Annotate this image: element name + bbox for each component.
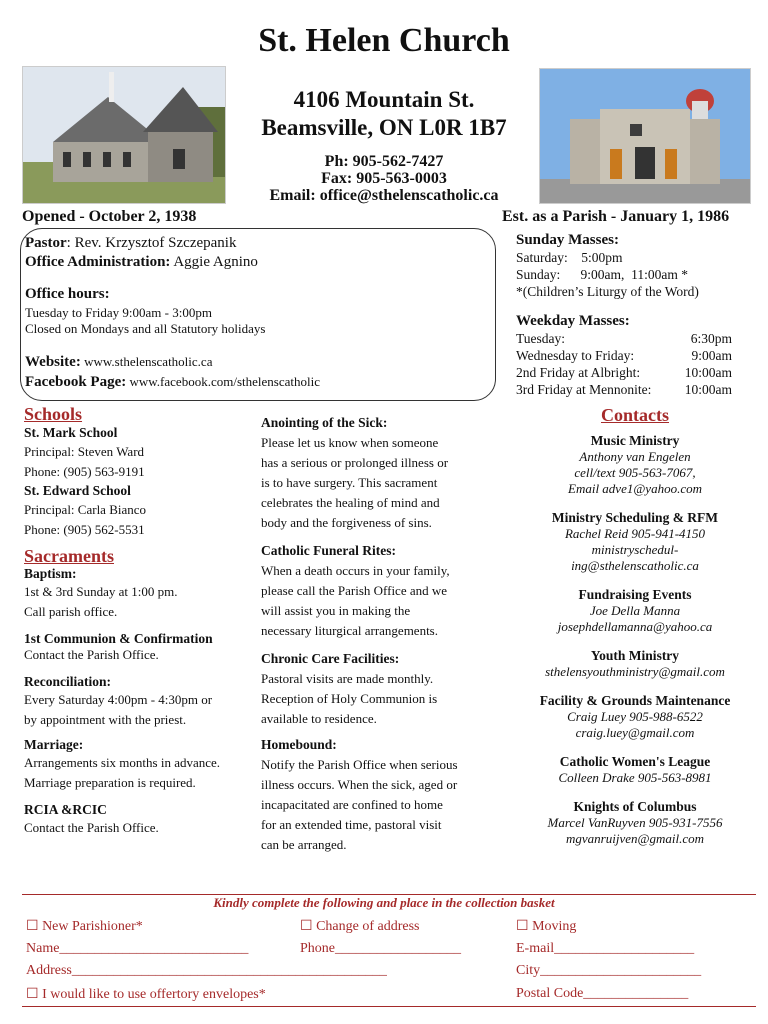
checkbox-icon[interactable]: ☐ [516, 919, 529, 934]
admin-name: Aggie Agnino [170, 254, 258, 270]
moving-label: Moving [528, 919, 577, 934]
communion-heading: 1st Communion & Confirmation [24, 631, 213, 646]
sacraments-title: Sacraments [24, 546, 114, 566]
school-name: St. Edward School [24, 483, 131, 498]
funeral-heading: Catholic Funeral Rites: [261, 543, 396, 558]
weekday-day: Wednesday to Friday: [516, 348, 635, 363]
weekday-title: Weekday Masses: [516, 313, 630, 329]
anointing-text: Please let us know when someone [261, 435, 439, 450]
contact-group [510, 692, 760, 741]
moving-option[interactable] [516, 918, 576, 935]
weekday-time: 10:00am [684, 382, 732, 397]
school-phone: Phone: (905) 562-5531 [24, 522, 145, 537]
contact-detail: sthelensyouthministry@gmail.com [545, 664, 725, 679]
phone-field[interactable]: Phone__________________ [300, 941, 461, 956]
marriage-text: Arrangements six months in advance. [24, 755, 221, 770]
contact-detail: Rachel Reid 905-941-4150 [564, 526, 706, 541]
new-parishioner-label: New Parishioner* [38, 919, 143, 934]
established-date: Est. as a Parish - January 1, 1986 [502, 208, 730, 225]
checkbox-icon[interactable]: ☐ [26, 919, 39, 934]
email-field[interactable]: E-mail____________________ [516, 941, 695, 956]
postal-code-field[interactable]: Postal Code_______________ [516, 986, 689, 1001]
anointing-text: body and the forgiveness of sins. [261, 515, 432, 530]
sunday-time: Sunday: 9:00am, 11:00am * [516, 267, 688, 282]
contact-group-name: Music Ministry [590, 433, 680, 448]
city-field[interactable]: City_______________________ [516, 963, 702, 978]
marriage-text: Marriage preparation is required. [24, 775, 196, 790]
contact-detail: josephdellamanna@yahoo.ca [557, 619, 713, 634]
website-link[interactable]: www.sthelenscatholic.ca [80, 354, 213, 369]
form-instruction: Kindly complete the following and place in the collection basket [213, 895, 555, 910]
pastor-name: : Rev. Krzysztof Szczepanik [66, 235, 237, 251]
saturday-time: Saturday: 5:00pm [516, 250, 623, 265]
fax: Fax: 905-563-0003 [321, 170, 447, 187]
contact-detail: Craig Luey 905-988-6522 [567, 709, 703, 724]
opened-date: Opened - October 2, 1938 [22, 208, 197, 225]
name-field[interactable]: Name___________________________ [26, 941, 249, 956]
baptism-text: 1st & 3rd Sunday at 1:00 pm. [24, 584, 178, 599]
weekday-row [516, 347, 732, 364]
website-label: Website: [25, 354, 81, 370]
facebook-link[interactable]: www.facebook.com/sthelenscatholic [126, 374, 320, 389]
anointing-text: has a serious or prolonged illness or [261, 455, 449, 470]
contact-group [510, 432, 760, 497]
chronic-heading: Chronic Care Facilities: [261, 651, 400, 666]
contact-group-name: Youth Ministry [590, 648, 680, 663]
contact-detail: cell/text 905-563-7067, [574, 465, 696, 480]
anointing-heading: Anointing of the Sick: [261, 415, 388, 430]
church-photo-right [539, 68, 751, 204]
contact-detail: Marcel VanRuyven 905-931-7556 [547, 815, 723, 830]
contact-detail: craig.luey@gmail.com [575, 725, 695, 740]
change-address-label: Change of address [312, 919, 420, 934]
chronic-text: Reception of Holy Communion is [261, 691, 438, 706]
facebook-label: Facebook Page: [25, 374, 127, 390]
admin-label: Office Administration: [25, 254, 171, 270]
contact-detail: Joe Della Manna [589, 603, 681, 618]
communion-text: Contact the Parish Office. [24, 647, 159, 662]
contact-group-name: Knights of Columbus [573, 799, 697, 814]
contacts-column [510, 405, 760, 859]
anointing-text: celebrates the healing of mind and [261, 495, 440, 510]
rcia-text: Contact the Parish Office. [24, 820, 159, 835]
weekday-row [516, 381, 732, 398]
middle-column [261, 413, 501, 855]
checkbox-icon[interactable]: ☐ [26, 987, 39, 1002]
envelopes-label: I would like to use offertory envelopes* [38, 987, 266, 1002]
weekday-row [516, 330, 732, 347]
envelopes-option[interactable] [26, 986, 266, 1003]
rcia-heading: RCIA &RCIC [24, 802, 107, 817]
pastor-label: Pastor [25, 235, 67, 251]
email[interactable]: Email: office@sthelenscatholic.ca [269, 187, 499, 204]
weekday-time: 9:00am [691, 348, 732, 363]
weekday-row [516, 364, 732, 381]
contact-group-name: Catholic Women's League [559, 754, 711, 769]
city: Beamsville, ON L0R 1B7 [261, 115, 507, 140]
left-column [24, 404, 254, 837]
homebound-text: Notify the Parish Office when serious [261, 757, 458, 772]
office-hours-1: Tuesday to Friday 9:00am - 3:00pm [25, 305, 212, 320]
weekday-day: Tuesday: [516, 331, 566, 346]
page-title: St. Helen Church [258, 22, 510, 59]
school-principal: Principal: Carla Bianco [24, 502, 147, 517]
homebound-text: for an extended time, pastoral visit [261, 817, 442, 832]
contact-detail: mgvanruijven@gmail.com [566, 831, 704, 846]
contact-group [510, 647, 760, 680]
weekday-masses [516, 313, 732, 398]
contact-group [510, 798, 760, 847]
sunday-masses [516, 232, 738, 300]
contact-group-name: Facility & Grounds Maintenance [539, 693, 731, 708]
contact-detail: ing@sthelenscatholic.ca [571, 558, 699, 573]
school-principal: Principal: Steven Ward [24, 444, 145, 459]
contact-detail: Colleen Drake 905-563-8981 [558, 770, 712, 785]
contact-groups [510, 432, 760, 847]
address-block [220, 86, 548, 142]
form-bottom-rule [22, 1006, 756, 1007]
contact-group [510, 586, 760, 635]
anointing-text: is to have surgery. This sacrament [261, 475, 438, 490]
new-parishioner-option[interactable] [26, 918, 143, 935]
funeral-text: When a death occurs in your family, [261, 563, 450, 578]
change-address-option[interactable] [300, 918, 419, 935]
address-field[interactable]: Address_____________________________________________ [26, 963, 387, 978]
funeral-text: please call the Parish Office and we [261, 583, 448, 598]
schools-title: Schools [24, 404, 83, 424]
school-phone: Phone: (905) 563-9191 [24, 464, 145, 479]
weekday-day: 2nd Friday at Albright: [516, 365, 641, 380]
contacts-title: Contacts [601, 405, 669, 425]
funeral-text: necessary liturgical arrangements. [261, 623, 438, 638]
contact-group-name: Ministry Scheduling & RFM [551, 510, 719, 525]
reconciliation-heading: Reconciliation: [24, 674, 111, 689]
contact-group-name: Fundraising Events [578, 587, 692, 602]
childrens-liturgy-note: *(Children’s Liturgy of the Word) [516, 284, 699, 299]
street: 4106 Mountain St. [293, 87, 475, 112]
info-box [20, 228, 496, 401]
weekday-time: 10:00am [684, 365, 732, 380]
contact-group [510, 753, 760, 786]
chronic-text: available to residence. [261, 711, 377, 726]
baptism-text: Call parish office. [24, 604, 118, 619]
contact-detail: Email adve1@yahoo.com [568, 481, 702, 496]
homebound-text: illness occurs. When the sick, aged or [261, 777, 458, 792]
homebound-heading: Homebound: [261, 737, 337, 752]
homebound-text: can be arranged. [261, 837, 347, 852]
weekday-time: 6:30pm [690, 331, 732, 346]
school-name: St. Mark School [24, 425, 118, 440]
homebound-text: incapacitated are confined to home [261, 797, 443, 812]
contact-group [510, 509, 760, 574]
chronic-text: Pastoral visits are made monthly. [261, 671, 434, 686]
office-hours-label: Office hours: [25, 286, 110, 302]
contact-detail: ministryschedul- [591, 542, 679, 557]
marriage-heading: Marriage: [24, 737, 84, 752]
sunday-title: Sunday Masses: [516, 232, 619, 248]
phone: Ph: 905-562-7427 [324, 153, 444, 170]
funeral-text: will assist you in making the [261, 603, 411, 618]
reconciliation-text: by appointment with the priest. [24, 712, 187, 727]
office-hours-2: Closed on Mondays and all Statutory holidays [25, 321, 266, 336]
contact-info [220, 153, 548, 204]
baptism-heading: Baptism: [24, 566, 77, 581]
reconciliation-text: Every Saturday 4:00pm - 4:30pm or [24, 692, 213, 707]
church-photo-left [22, 66, 226, 204]
contact-detail: Anthony van Engelen [579, 449, 691, 464]
weekday-day: 3rd Friday at Mennonite: [516, 382, 652, 397]
checkbox-icon[interactable]: ☐ [300, 919, 313, 934]
